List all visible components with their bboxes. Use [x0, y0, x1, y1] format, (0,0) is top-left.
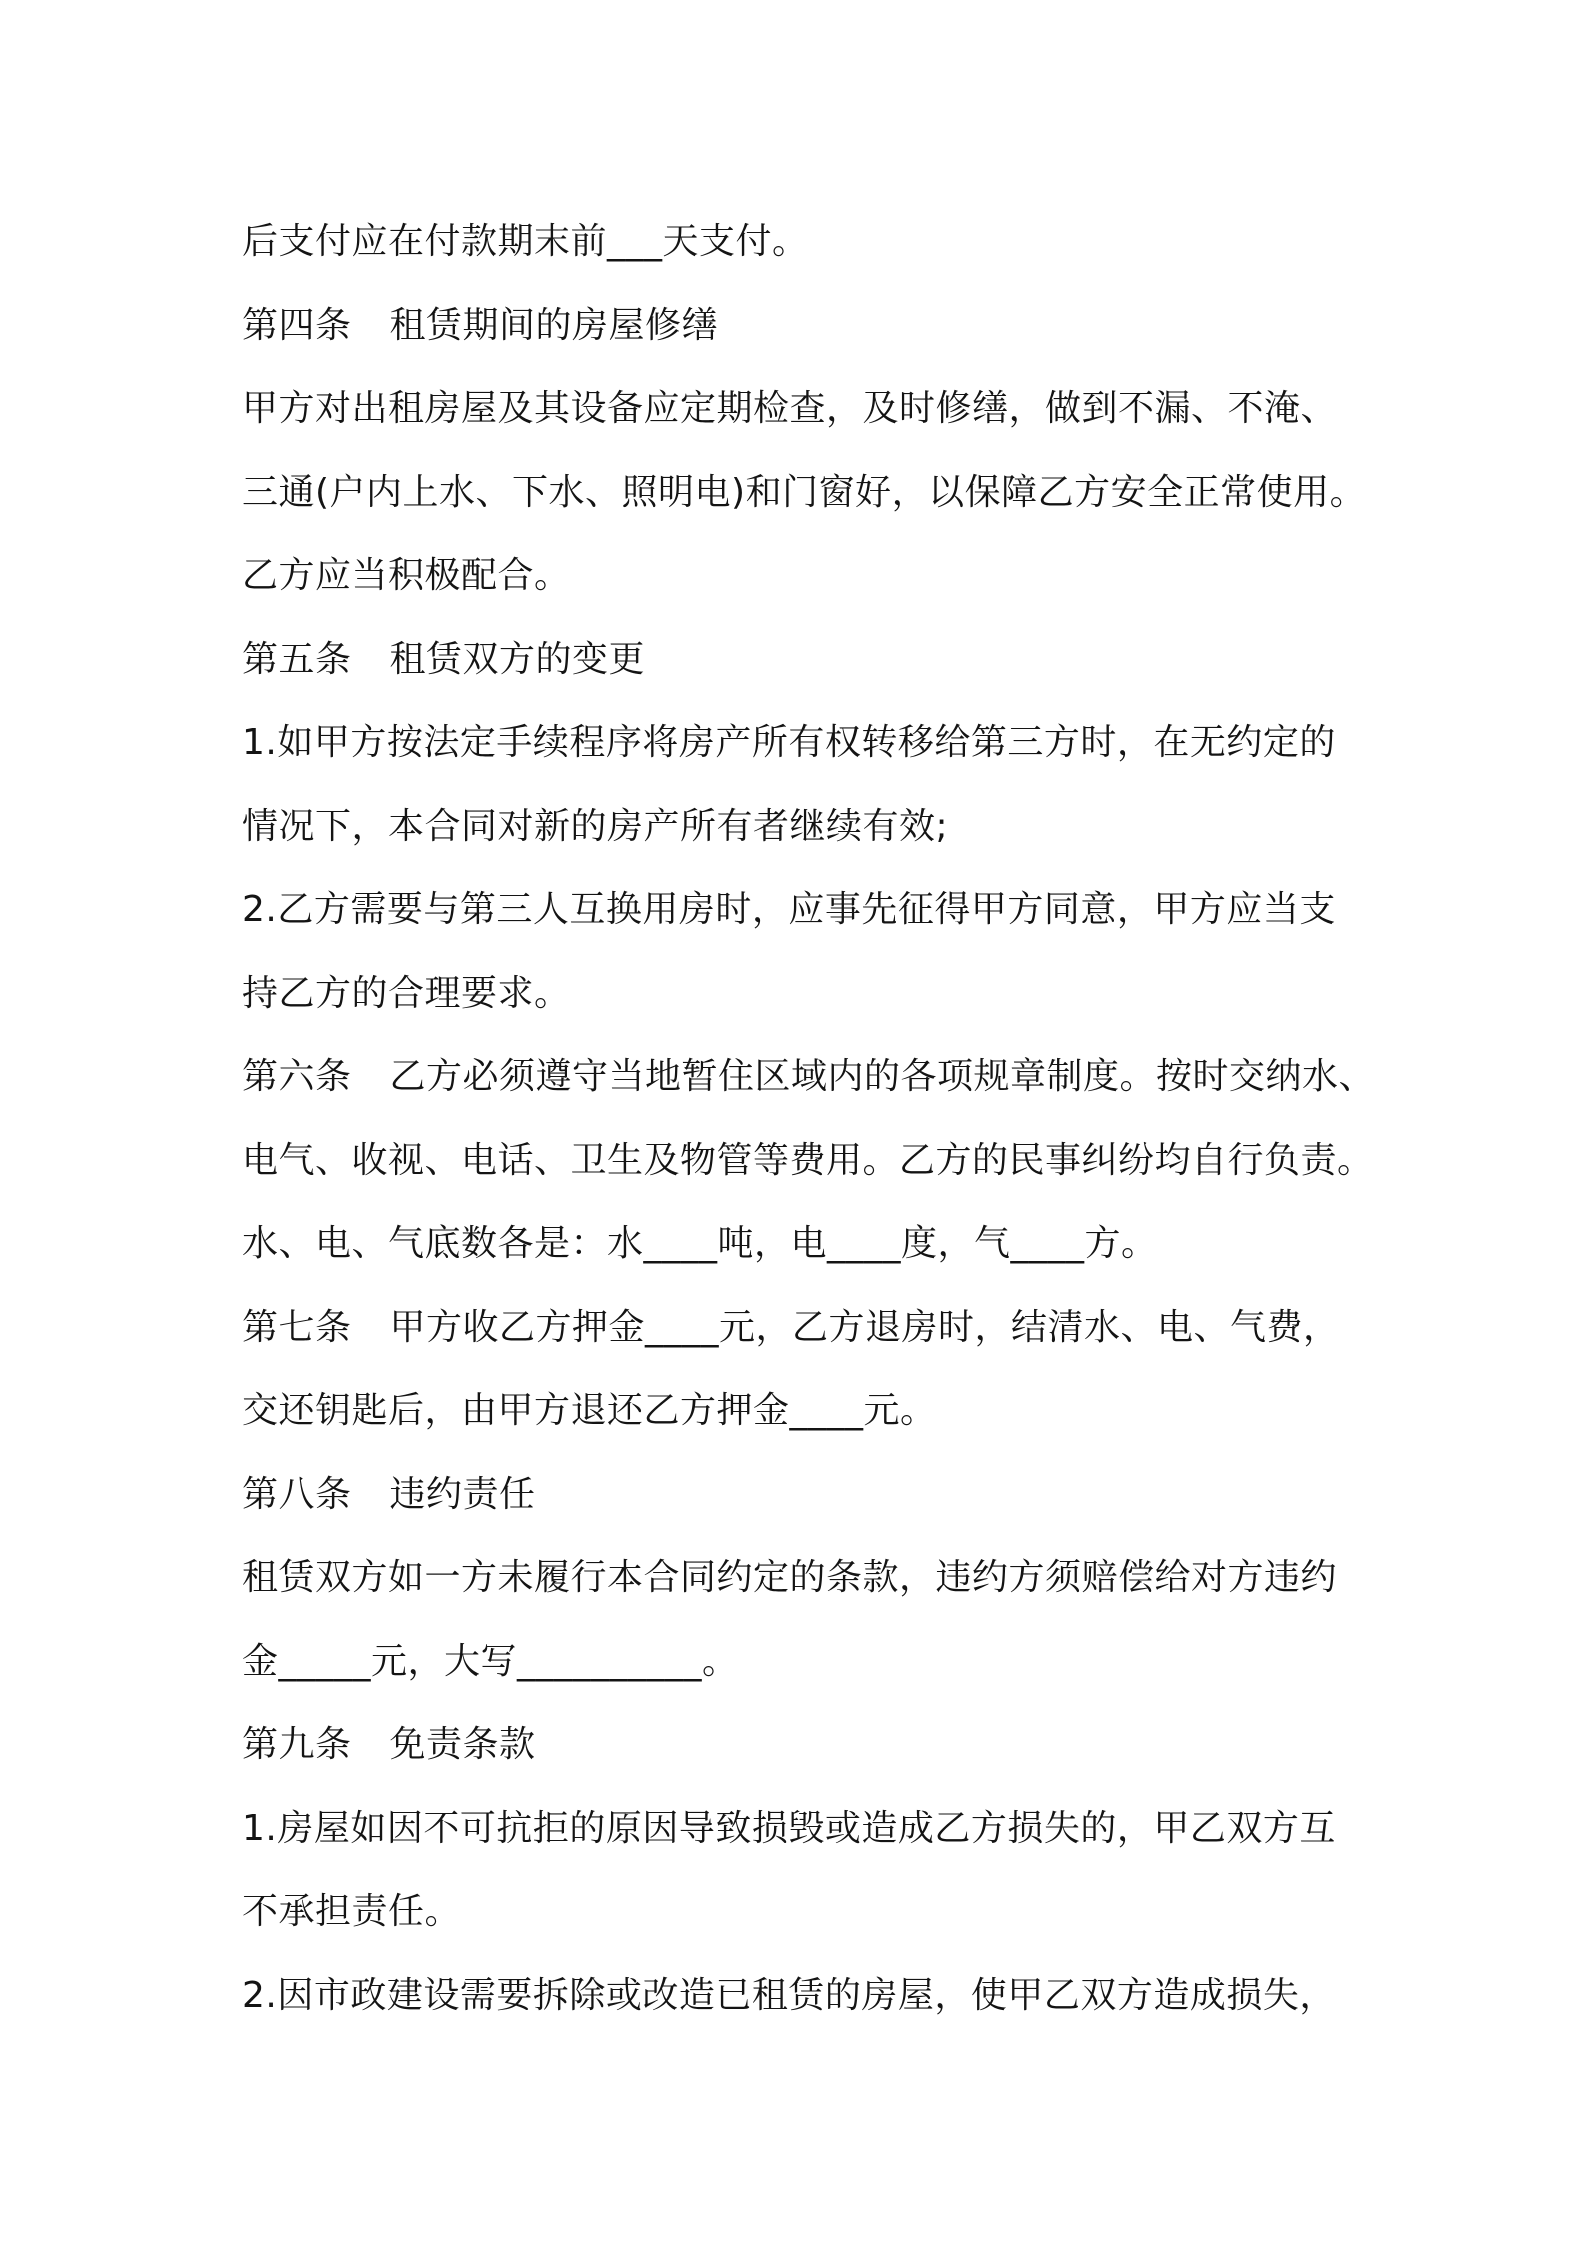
article-text: 甲方收乙方押金____元，乙方退房时，结清水、电、气费， — [389, 1306, 1340, 1348]
article-title: 租赁期间的房屋修缮 — [389, 304, 719, 346]
text-line: 2.因市政建设需要拆除或改造已租赁的房屋，使甲乙双方造成损失， — [242, 1974, 1336, 2016]
text-line: 租赁双方如一方未履行本合同约定的条款，违约方须赔偿给对方违约 — [242, 1557, 1338, 1598]
article-number: 第四条 — [242, 304, 352, 346]
text-line: 金_____元，大写__________。 — [242, 1640, 739, 1682]
article-text: 乙方必须遵守当地暂住区域内的各项规章制度。按时交纳水、 — [389, 1056, 1376, 1097]
text-line: 后支付应在付款期末前___天支付。 — [242, 221, 809, 262]
article-heading — [242, 1035, 1376, 1119]
article-heading — [242, 618, 1372, 702]
text-line: 2.乙方需要与第三人互换用房时，应事先征得甲方同意，甲方应当支 — [242, 889, 1336, 930]
text-line: 情况下，本合同对新的房产所有者继续有效; — [242, 805, 949, 847]
text-line: 乙方应当积极配合。 — [242, 555, 571, 596]
text-line: 1.如甲方按法定手续程序将房产所有权转移给第三方时，在无约定的 — [242, 722, 1336, 763]
article-title: 违约责任 — [389, 1473, 536, 1515]
text-line: 三通(户内上水、下水、照明电)和门窗好，以保障乙方安全正常使用。 — [242, 471, 1367, 513]
article-title: 租赁双方的变更 — [389, 638, 646, 680]
article-heading — [242, 1286, 1372, 1370]
text-line: 交还钥匙后，由甲方退还乙方押金____元。 — [242, 1390, 937, 1431]
text-line: 1.房屋如因不可抗拒的原因导致损毁或造成乙方损失的，甲乙双方互 — [242, 1807, 1336, 1849]
article-number: 第六条 — [242, 1056, 352, 1097]
text-line: 甲方对出租房屋及其设备应定期检查，及时修缮，做到不漏、不淹、 — [242, 388, 1338, 429]
article-heading — [242, 1703, 1372, 1787]
text-line: 水、电、气底数各是：水____吨，电____度，气____方。 — [242, 1223, 1158, 1264]
document-body — [242, 200, 1376, 2037]
text-line: 电气、收视、电话、卫生及物管等费用。乙方的民事纠纷均自行负责。 — [242, 1139, 1374, 1181]
article-heading — [242, 284, 1372, 368]
article-title: 免责条款 — [389, 1724, 536, 1765]
article-number: 第九条 — [242, 1724, 352, 1765]
article-number: 第五条 — [242, 638, 352, 680]
article-number: 第八条 — [242, 1473, 352, 1515]
article-heading — [242, 1453, 1372, 1537]
text-line: 持乙方的合理要求。 — [242, 972, 571, 1014]
text-line: 不承担责任。 — [242, 1891, 462, 1932]
article-number: 第七条 — [242, 1306, 352, 1348]
